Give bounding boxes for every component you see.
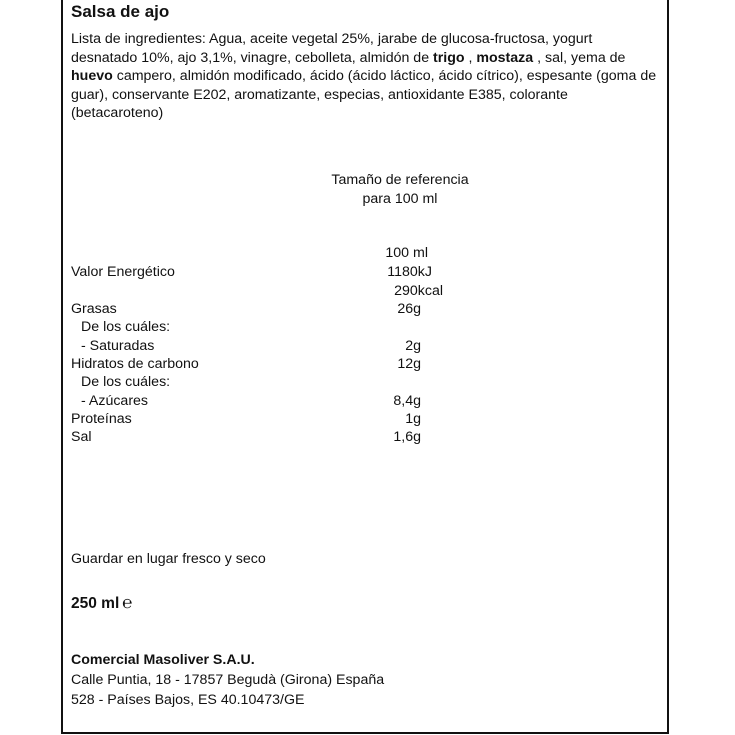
storage-instructions: Guardar en lugar fresco y seco xyxy=(71,551,266,567)
nutrient-label: - Saturadas xyxy=(81,338,155,354)
nutrient-value: 1,6g xyxy=(393,429,421,445)
ingredients-text: , sal, yema de xyxy=(533,49,626,66)
nutrient-label: Hidratos de carbono xyxy=(71,356,199,372)
column-header: 100 ml xyxy=(385,245,428,261)
ingredients-list xyxy=(71,30,661,123)
nutrient-value: 2g xyxy=(405,338,421,354)
ingredients-text: , xyxy=(464,49,477,66)
nutrient-value: 1g xyxy=(405,411,421,427)
nutrient-value: 12g xyxy=(397,356,421,372)
nutrient-label: - Azúcares xyxy=(81,393,149,409)
allergen-egg: huevo xyxy=(71,68,113,85)
nutrient-value: 290kcal xyxy=(394,283,443,299)
nutrient-label: Sal xyxy=(71,429,92,445)
allergen-mustard: mostaza xyxy=(476,49,534,66)
nutrient-value: 1180kJ xyxy=(387,264,432,280)
nutrient-value: 8,4g xyxy=(393,393,421,409)
ingredients-text: campero, almidón modificado, ácido (ácido láctico, ácido cítrico), espesante (goma de guar), conservante E202, aromatizante, especias, antioxidante E385, colorante (betacaroteno) xyxy=(71,68,657,122)
reference-size-line1: Tamaño de referencia xyxy=(331,172,469,188)
product-title: Salsa de ajo xyxy=(71,2,170,21)
nutrient-sublabel: De los cuáles: xyxy=(81,374,171,390)
nutrient-label: Grasas xyxy=(71,301,117,317)
volume-text: 250 ml xyxy=(71,595,120,612)
nutrient-sublabel: De los cuáles: xyxy=(81,319,171,335)
nutrient-label: Proteínas xyxy=(71,411,132,427)
estimated-sign-icon: ℮ xyxy=(122,593,133,612)
company-name: Comercial Masoliver S.A.U. xyxy=(71,652,255,668)
nutrient-label: Valor Energético xyxy=(71,264,175,280)
ingredients-text: Lista de ingredientes: Agua, aceite vegetal 25%, jarabe de glucosa-fructosa, yogurt desnatado 10%, ajo 3,1%, vinagre, cebolleta, almidón de xyxy=(71,31,593,66)
company-registry: 528 - Países Bajos, ES 40.10473/GE xyxy=(71,692,305,708)
net-volume xyxy=(71,593,132,613)
company-address: Calle Puntia, 18 - 17857 Begudà (Girona) España xyxy=(71,672,385,688)
nutrient-value: 26g xyxy=(397,301,421,317)
allergen-wheat: trigo xyxy=(433,49,465,66)
reference-size-line2: para 100 ml xyxy=(362,191,438,207)
